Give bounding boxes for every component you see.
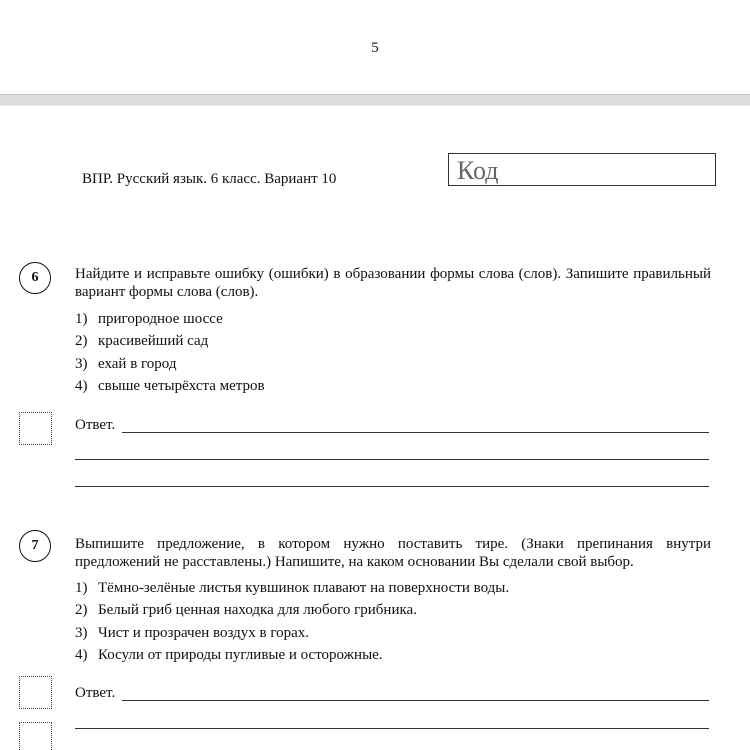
page-number: 5 [371,40,379,56]
option-item: 2) красивейший сад [75,333,209,350]
answer-line[interactable] [75,728,709,729]
task-instruction: Найдите и исправьте ошибку (ошибки) в образовании формы слова (слов). Запишите правильный вариант формы слова (слов). [75,266,711,300]
option-item: 1) пригородное шоссе [75,311,223,327]
option-item: 3) Чист и прозрачен воздух в горах. [75,624,310,641]
answer-label: Ответ. [75,417,116,433]
option-item: 1) Тёмно-зелёные листья кувшинок плавают на поверхности воды. [75,580,510,596]
option-item: 3) ехай в город [75,355,177,372]
answer-line[interactable] [75,459,709,460]
task-instruction: Выпишите предложение, в котором нужно поставить тире. (Знаки препинания внутри предложений не расставлены.) Напишите, на каком основании Вы сделали свой выбор. [75,536,711,570]
task-number-badge: 6 [19,262,51,294]
score-box[interactable] [19,676,52,709]
option-item: 4) Косули от природы пугливые и осторожные. [75,646,383,663]
option-list [75,577,509,666]
score-box[interactable] [19,722,52,750]
answer-line[interactable] [75,486,709,487]
code-field[interactable]: Код [448,153,716,186]
document-title: ВПР. Русский язык. 6 класс. Вариант 10 [82,171,337,187]
option-item: 2) Белый гриб ценная находка для любого грибника. [75,602,417,619]
answer-line[interactable] [122,432,709,433]
answer-label: Ответ. [75,685,116,701]
page-separator [0,94,750,106]
option-list [75,308,265,397]
task-number-badge: 7 [19,530,51,562]
answer-line[interactable] [122,700,709,701]
option-item: 4) свыше четырёхста метров [75,377,265,394]
score-box[interactable] [19,412,52,445]
